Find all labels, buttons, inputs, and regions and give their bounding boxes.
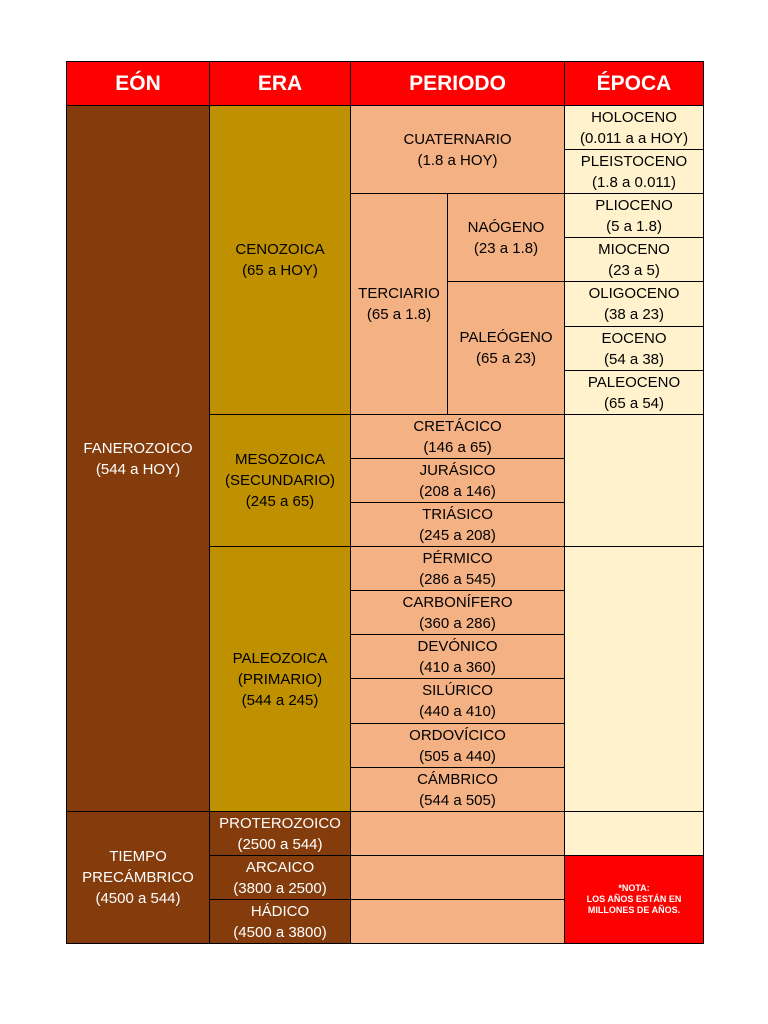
period-cambrico [351, 768, 565, 812]
epoch-eoceno [565, 327, 704, 371]
period-silurico [351, 679, 565, 724]
eon-subname: PRECÁMBRICO [82, 869, 194, 886]
note-box [565, 856, 704, 944]
period-range: (146 a 65) [423, 438, 492, 456]
period-name: TRIÁSICO [422, 505, 493, 523]
era-arcaico [210, 856, 351, 900]
era-range: (3800 a 2500) [233, 879, 327, 897]
era-subname: (PRIMARIO) [237, 670, 323, 688]
era-range: (65 a HOY) [242, 262, 318, 279]
era-mesozoica [210, 415, 351, 547]
era-cenozoica [210, 106, 351, 415]
period-range: (65 a 1.8) [366, 306, 432, 323]
period-permico [351, 547, 565, 591]
period-range: (440 a 410) [419, 703, 496, 720]
epoch-range: (54 a 38) [603, 350, 665, 368]
period-name: TERCIARIO [358, 285, 440, 302]
note-line: MILLONES DE AÑOS. [587, 905, 681, 915]
epoch-name: PALEOCENO [587, 373, 681, 391]
eon-precambrico [67, 812, 210, 944]
era-hadico [210, 900, 351, 944]
period-name: CÁMBRICO [417, 770, 498, 788]
era-range: (2500 a 544) [237, 835, 323, 853]
era-range: (544 a 245) [241, 691, 319, 709]
period-jurasico [351, 459, 565, 503]
geologic-time-table [66, 61, 704, 944]
epoch-empty-proterozoico [565, 812, 704, 856]
epoch-name: HOLOCENO [591, 108, 677, 126]
header-era: ERA [210, 62, 351, 106]
header-periodo: PERIODO [351, 62, 565, 106]
era-paleozoica [210, 547, 351, 812]
eon-range: (544 a HOY) [95, 460, 181, 478]
epoch-name: PLIOCENO [595, 196, 673, 214]
epoch-range: (65 a 54) [603, 394, 665, 412]
epoch-range: (38 a 23) [603, 306, 665, 323]
epoch-name: MIOCENO [598, 240, 670, 258]
epoch-range: (5 a 1.8) [606, 217, 662, 235]
period-ordovicico [351, 724, 565, 768]
period-name: JURÁSICO [419, 461, 496, 479]
period-name: CRETÁCICO [413, 417, 502, 435]
period-empty-hadico [351, 900, 565, 944]
header-eon: EÓN [67, 62, 210, 106]
period-naogeno [448, 194, 565, 282]
period-devonico [351, 635, 565, 679]
era-name: CENOZOICA [235, 241, 325, 258]
epoch-holoceno [565, 106, 704, 150]
era-subname: (SECUNDARIO) [224, 472, 335, 489]
era-range: (4500 a 3800) [233, 923, 327, 941]
period-empty-arcaico [351, 856, 565, 900]
period-range: (410 a 360) [419, 658, 496, 676]
epoch-name: PLEISTOCENO [580, 152, 688, 170]
period-name: NAÓGENO [467, 218, 545, 236]
epoch-mioceno [565, 238, 704, 282]
period-name: CARBONÍFERO [402, 593, 513, 611]
epoch-oligoceno [565, 282, 704, 327]
period-empty-proterozoico [351, 812, 565, 856]
epoch-pleistoceno [565, 150, 704, 194]
epoch-range: (1.8 a 0.011) [592, 173, 676, 191]
period-terciario [351, 194, 448, 415]
eon-range: (4500 a 544) [95, 890, 181, 907]
era-name: MESOZOICA [234, 451, 325, 468]
period-name: ORDOVÍCICO [409, 726, 506, 744]
period-paleogeno [448, 282, 565, 415]
period-name: DEVÓNICO [417, 637, 498, 655]
header-row [67, 62, 704, 106]
period-range: (505 a 440) [419, 747, 496, 765]
period-range: (544 a 505) [419, 791, 496, 809]
period-range: (286 a 545) [419, 570, 496, 588]
eon-name: FANEROZOICO [83, 439, 193, 457]
period-cuaternario [351, 106, 565, 194]
era-range: (245 a 65) [245, 493, 315, 510]
epoch-range: (0.011 a a HOY) [579, 129, 689, 147]
era-proterozoico [210, 812, 351, 856]
era-name: HÁDICO [250, 902, 310, 920]
epoch-empty-paleozoic [565, 547, 704, 812]
eon-fanerozoico [67, 106, 210, 812]
epoch-paleoceno [565, 371, 704, 415]
period-cretacico [351, 415, 565, 459]
era-name: PROTEROZOICO [219, 814, 341, 832]
header-epoca: ÉPOCA [565, 62, 704, 106]
epoch-name: EOCENO [601, 329, 667, 347]
period-range: (1.8 a HOY) [417, 151, 498, 169]
period-range: (245 a 208) [419, 526, 496, 544]
epoch-plioceno [565, 194, 704, 238]
epoch-name: OLIGOCENO [588, 285, 680, 302]
period-range: (23 a 1.8) [473, 239, 539, 257]
era-name: ARCAICO [245, 858, 315, 876]
eon-name: TIEMPO [109, 848, 167, 865]
period-name: PÉRMICO [422, 549, 493, 567]
period-triasico [351, 503, 565, 547]
period-name: PALEÓGENO [459, 329, 553, 346]
period-name: SILÚRICO [422, 682, 493, 699]
period-range: (208 a 146) [419, 482, 496, 500]
period-range: (360 a 286) [419, 614, 496, 632]
period-name: CUATERNARIO [403, 130, 512, 148]
era-name: PALEOZOICA [232, 649, 328, 667]
period-carbonifero [351, 591, 565, 635]
epoch-range: (23 a 5) [608, 261, 660, 279]
note-line: LOS AÑOS ESTÁN EN [586, 894, 682, 904]
note-title: *NOTA: [618, 883, 650, 893]
period-range: (65 a 23) [475, 350, 537, 367]
epoch-empty-mesozoic [565, 415, 704, 547]
